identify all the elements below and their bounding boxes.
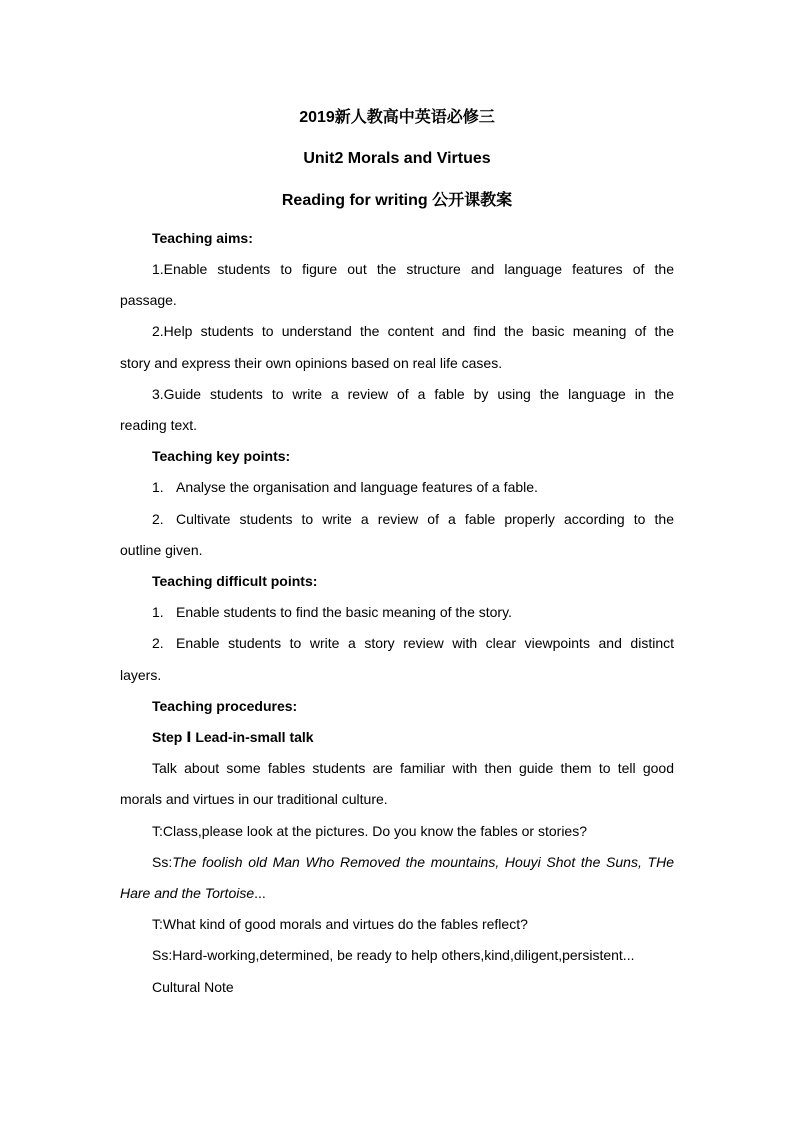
students-answer-1-fable-hare: Hare and the Tortoise	[120, 885, 255, 901]
teacher-question-1: T:Class,please look at the pictures. Do you know the fables or stories?	[152, 823, 587, 839]
doc-title-line1: 2019新人教高中英语必修三	[299, 109, 495, 126]
key-point-1-text: Analyse the organisation and language features of a fable.	[176, 479, 538, 495]
difficult-point-2	[152, 634, 674, 652]
difficult-point-1	[152, 603, 512, 621]
aim-2-line-a: 2.Help students to understand the content and find the basic meaning of the	[152, 323, 674, 339]
difficult-point-1-text: Enable students to find the basic meaning of the story.	[176, 604, 512, 620]
students-answer-1-line-a	[152, 853, 674, 871]
key-point-2-text-a: Cultivate students to write a review of a fable properly according to the	[176, 511, 674, 527]
aim-3-line-a: 3.Guide students to write a review of a fable by using the language in the	[152, 386, 674, 402]
students-answer-2: Ss:Hard-working,determined, be ready to help others,kind,diligent,persistent...	[152, 947, 635, 963]
key-point-2	[152, 510, 674, 528]
aim-3-line-b: reading text.	[120, 417, 198, 433]
key-point-1	[152, 478, 538, 496]
doc-title-line3: Reading for writing 公开课教案	[281, 192, 513, 209]
teacher-question-2: T:What kind of good morals and virtues do the fables reflect?	[152, 916, 528, 932]
aim-2-line-b: story and express their own opinions based on real life cases.	[120, 355, 503, 371]
students-answer-1-line-b	[120, 884, 266, 902]
key-points-heading: Teaching key points:	[152, 448, 291, 464]
students-answer-1-fables: The foolish old Man Who Removed the mountains, Houyi Shot the Suns, THe	[172, 854, 674, 870]
key-point-1-number: 1.	[152, 479, 164, 495]
aims-heading: Teaching aims:	[152, 230, 253, 246]
key-point-2-text-b: outline given.	[120, 542, 203, 558]
aim-1-line-b: passage.	[120, 292, 177, 308]
procedures-heading: Teaching procedures:	[152, 698, 298, 714]
difficult-points-heading: Teaching difficult points:	[152, 573, 318, 589]
cultural-note: Cultural Note	[152, 979, 234, 995]
step-1-heading: Step Ⅰ Lead-in-small talk	[152, 729, 314, 745]
difficult-point-2-text-b: layers.	[120, 667, 162, 683]
students-answer-1-ellipsis: ...	[254, 885, 266, 901]
students-answer-1-label: Ss:	[152, 854, 173, 870]
doc-title-line2: Unit2 Morals and Virtues	[303, 150, 491, 167]
aim-1-line-a: 1.Enable students to figure out the structure and language features of the	[152, 261, 674, 277]
key-point-2-number: 2.	[152, 511, 164, 527]
difficult-point-1-number: 1.	[152, 604, 164, 620]
difficult-point-2-number: 2.	[152, 635, 164, 651]
talk-line-b: morals and virtues in our traditional culture.	[120, 791, 388, 807]
talk-line-a: Talk about some fables students are familiar with then guide them to tell good	[152, 760, 674, 776]
difficult-point-2-text-a: Enable students to write a story review with clear viewpoints and distinct	[176, 635, 674, 651]
